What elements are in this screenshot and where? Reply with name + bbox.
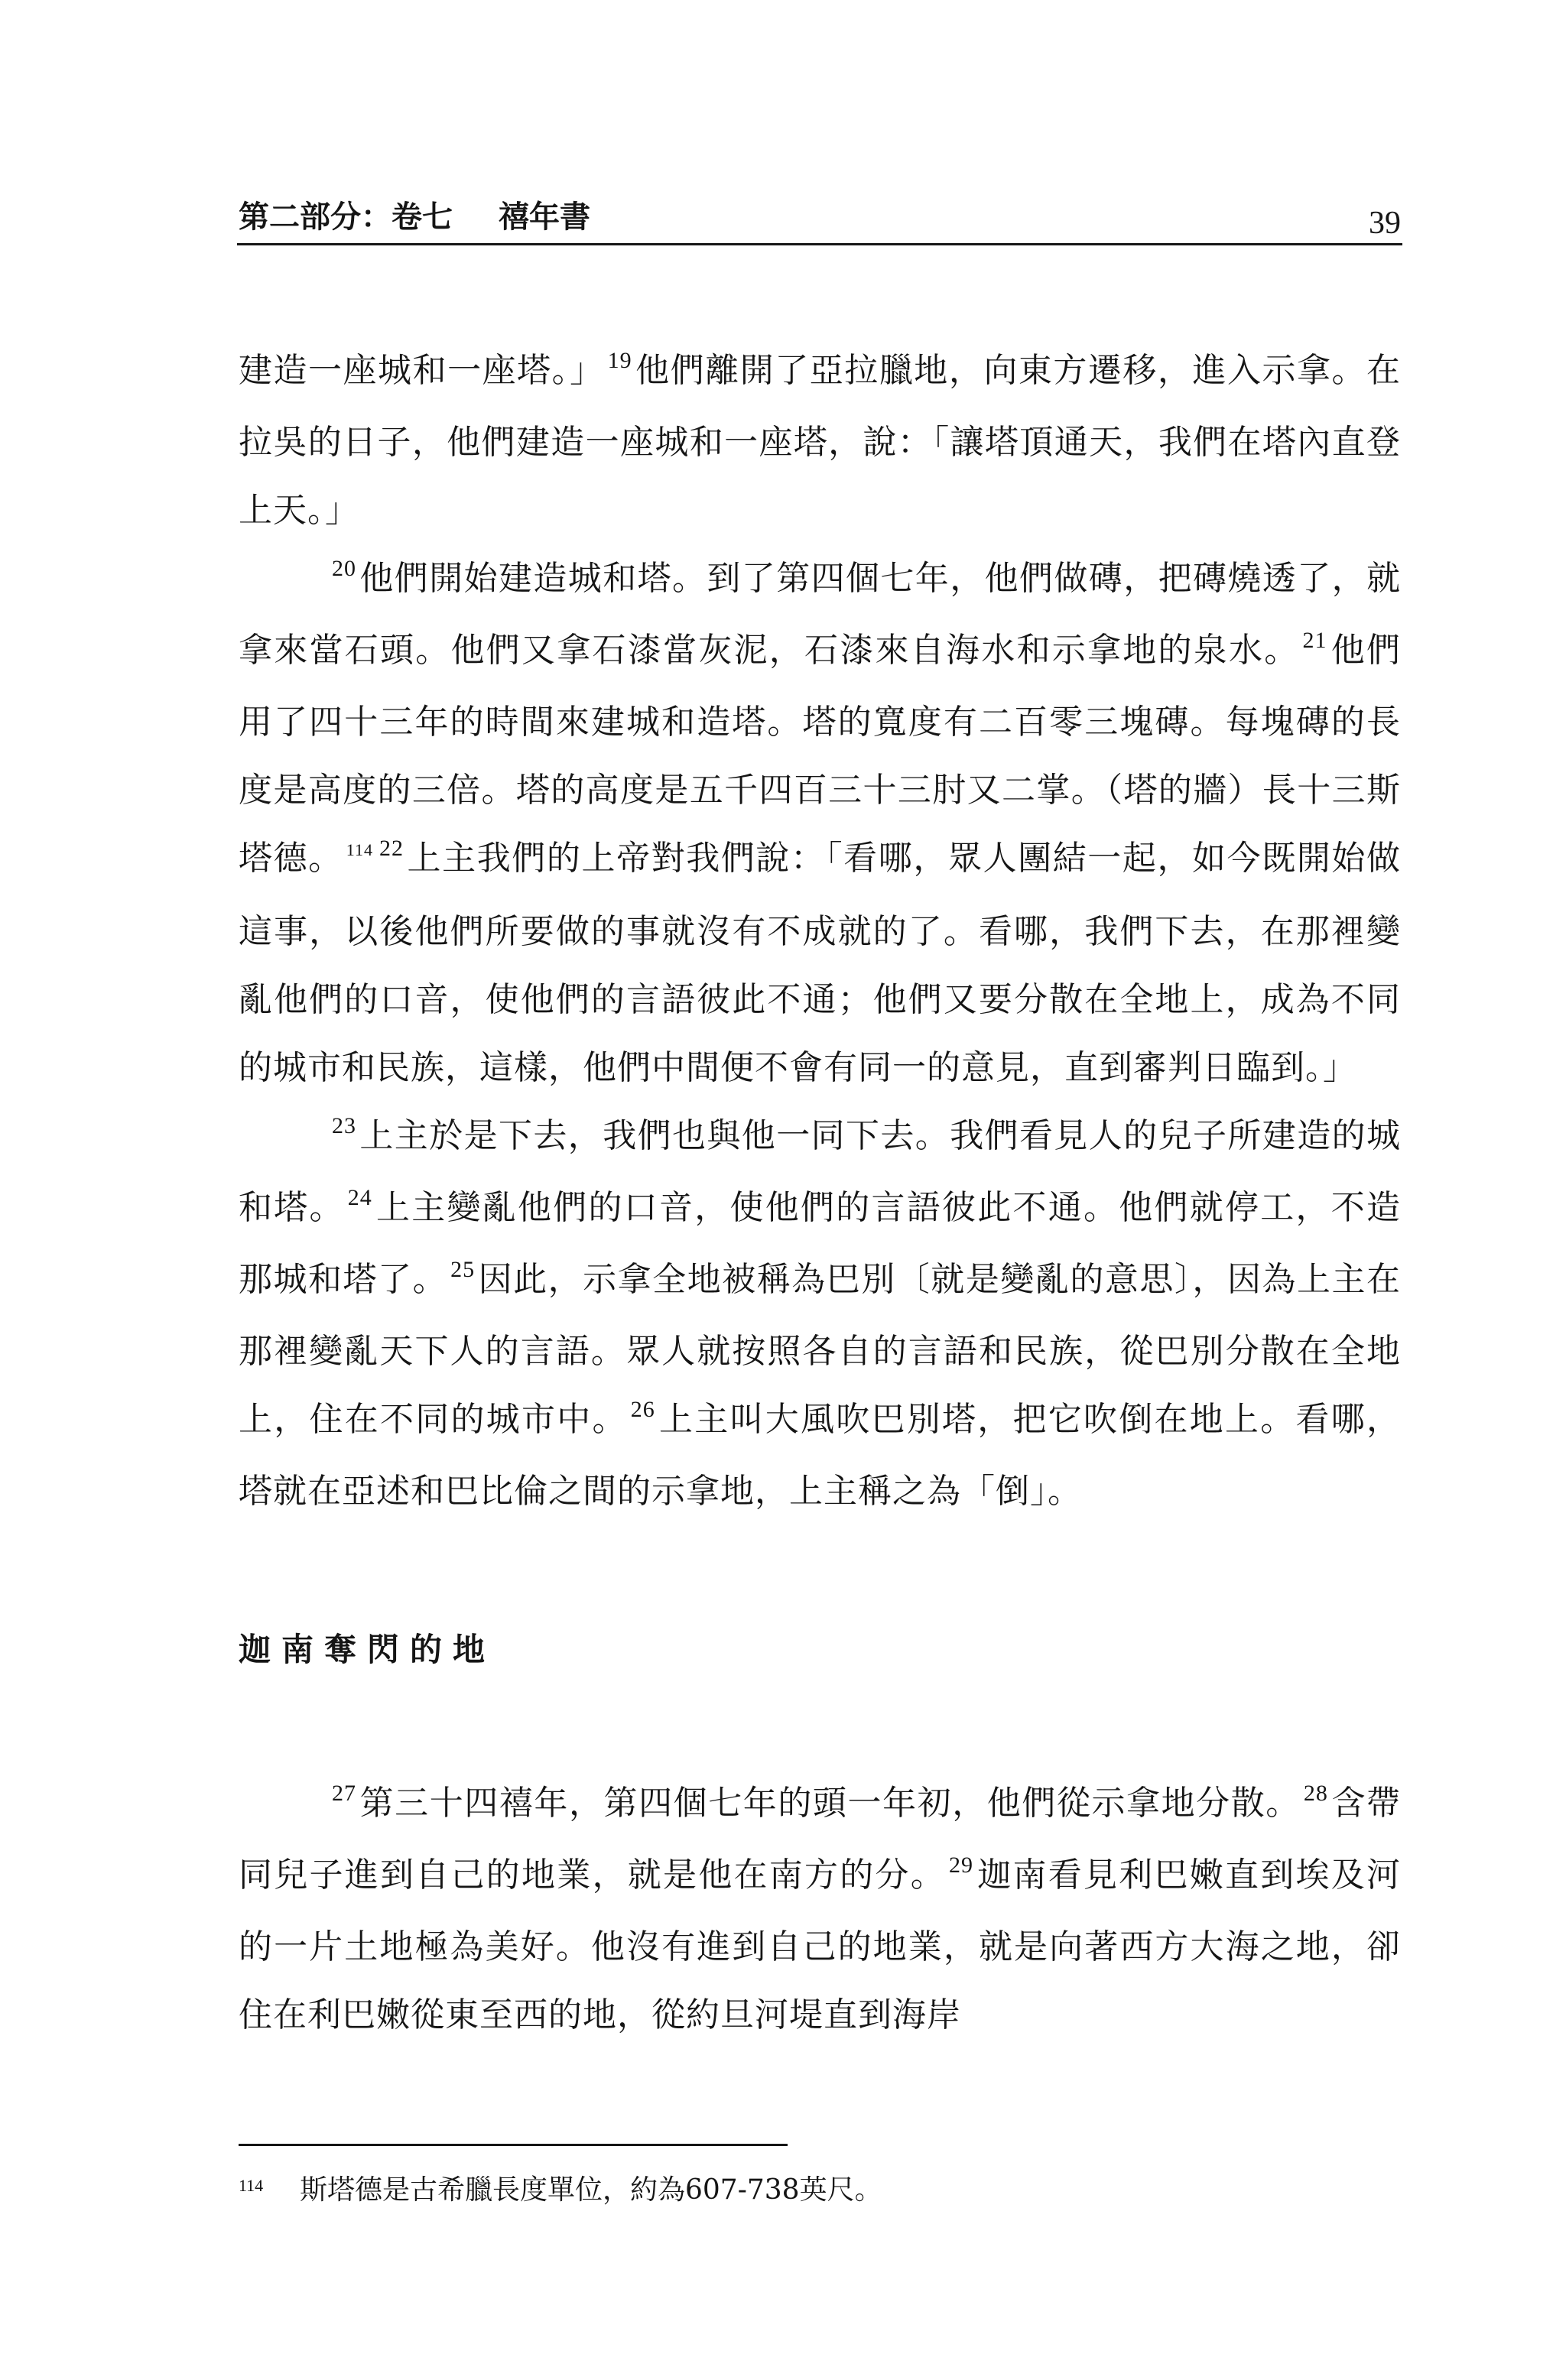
- verse-number: 26: [630, 1397, 655, 1422]
- verse-text: 迦南看見利巴嫩直到埃及河的一片土地極為美好。他沒有進到自己的地業，就是向著西方大海之地，卻住在利巴嫩從東至西的地，從約旦河堤直到海岸: [239, 1856, 1401, 2034]
- verse-number: 27: [332, 1781, 356, 1806]
- verse-text: 上主我們的上帝對我們說：「看哪，眾人團結一起，如今既開始做這事，以後他們所要做的事就沒有不成就的了。看哪，我們下去，在那裡變亂他們的口音，使他們的言語彼此不通；他們又要分散在全地上，成為不同的城市和民族，這樣，他們中間便不會有同一的意見，直到審判日臨到。」: [239, 839, 1401, 1087]
- running-header: [239, 196, 1401, 245]
- verse-text: 建造一座城和一座塔。」: [239, 351, 605, 390]
- verse-number: 29: [949, 1852, 973, 1878]
- verse-text: 第三十四禧年，第四個七年的頭一年初，他們從示拿地分散。: [359, 1784, 1301, 1823]
- header-title: [239, 196, 590, 239]
- verse-text: 上主於是下去，我們也與他一同下去。我們看見人的兒子所建造的城和塔。: [239, 1116, 1401, 1227]
- paragraph: [239, 544, 1401, 1102]
- footnote-text: 斯塔德是古希臘長度單位，約為607-738英尺。: [300, 2174, 882, 2206]
- verse-text: 他們離開了亞拉臘地，向東方遷移，進入示拿。在拉吳的日子，他們建造一座城和一座塔，說：「讓塔頂通天，我們在塔內直登上天。」: [239, 351, 1402, 530]
- section-heading: 迦南奪閃的地: [239, 1631, 496, 1668]
- verse-number: 22: [379, 836, 404, 861]
- verse-number: 21: [1302, 628, 1327, 653]
- page-number: 39: [1369, 206, 1401, 241]
- verse-number: 24: [347, 1185, 372, 1210]
- header-section: 第二部分：卷七: [239, 200, 453, 235]
- footnote-number: 114: [239, 2176, 264, 2195]
- verse-text: 因此，示拿全地被稱為巴別〔就是變亂的意思〕，因為上主在那裡變亂天下人的言語。眾人就按照各自的言語和民族，從巴別分散在全地上，住在不同的城市中。: [239, 1260, 1402, 1439]
- verse-text: 他們用了四十三年的時間來建城和造塔。塔的寬度有二百零三塊磚。每塊磚的長度是高度的三倍。塔的高度是五千四百三十三肘又二掌。（塔的牆）長十三斯塔德。: [239, 631, 1401, 878]
- verse-number: 25: [450, 1257, 476, 1282]
- paragraph: [239, 336, 1401, 544]
- verse-number: 20: [332, 556, 356, 581]
- verse-text: 他們開始建造城和塔。到了第四個七年，他們做磚，把磚燒透了，就拿來當石頭。他們又拿石漆當灰泥，石漆來自海水和示拿地的泉水。: [239, 559, 1401, 670]
- verse-number: 23: [332, 1113, 356, 1138]
- paragraph: [239, 1102, 1401, 1525]
- verse-text: 上主叫大風吹巴別塔，把它吹倒在地上。看哪，塔就在亞述和巴比倫之間的示拿地，上主稱之為「倒」。: [239, 1400, 1401, 1511]
- header-rule: [237, 243, 1402, 245]
- verse-number: 19: [607, 348, 632, 373]
- footnote-rule: [239, 2144, 788, 2146]
- verse-text: 含帶同兒子進到自己的地業，就是他在南方的分。: [239, 1784, 1402, 1895]
- footnote-reference: 114: [346, 840, 373, 859]
- body-text: [239, 336, 1401, 2049]
- verse-text: 上主變亂他們的口音，使他們的言語彼此不通。他們就停工，不造那城和塔了。: [239, 1188, 1401, 1299]
- paragraph: [239, 1769, 1401, 2049]
- footnote: [239, 2171, 1401, 2213]
- verse-number: 28: [1303, 1781, 1328, 1806]
- header-book: 禧年書: [499, 200, 590, 235]
